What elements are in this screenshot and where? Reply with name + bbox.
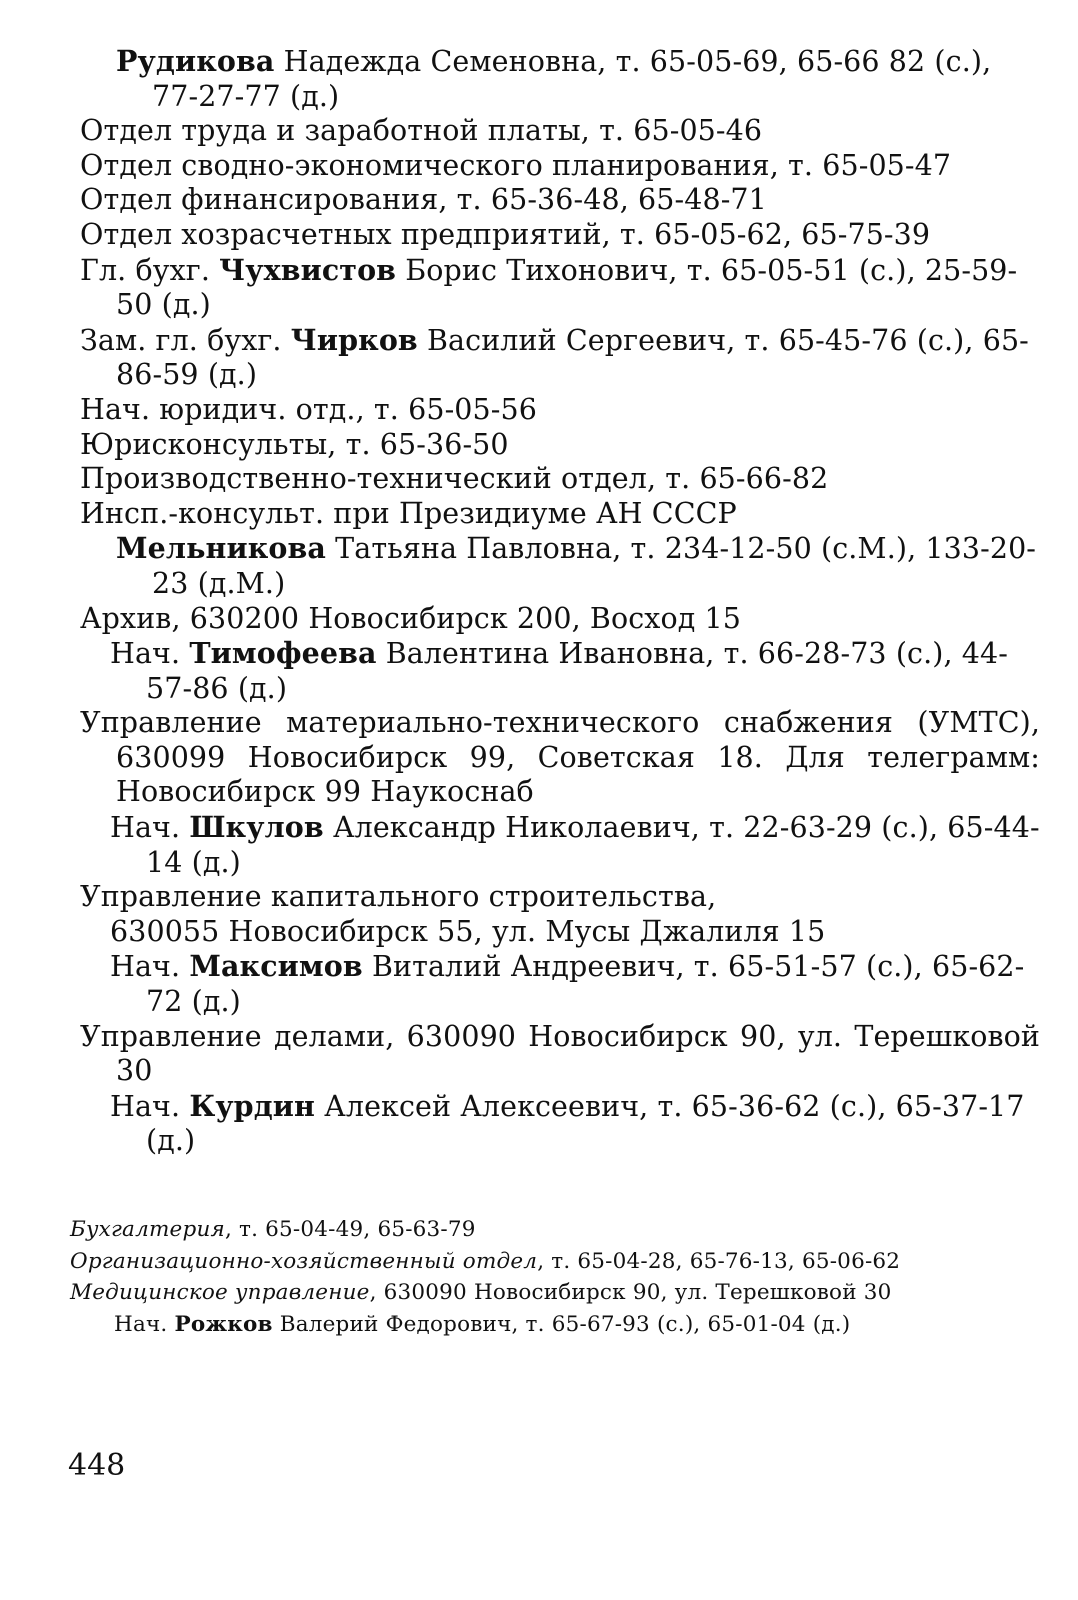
surname: Шкулов [189, 810, 324, 845]
entry-kurdin: Нач. Курдин Алексей Алексеевич, т. 65-36-62 (с.), 65-37-17 (д.) [110, 1088, 1025, 1158]
entry-selffin-dept: Отдел хозрасчетных предприятий, т. 65-05-62, 65-75-39 [80, 217, 931, 251]
main-listing [80, 44, 1040, 1159]
surname: Рожков [174, 1311, 273, 1337]
surname: Рудикова [116, 44, 275, 78]
entry-rudikova: Рудикова Надежда Семеновна, т. 65-05-69, 65-66 82 (с.), 77-27-77 (д.) [116, 44, 992, 113]
entry-tech-dept: Производственно-технический отдел, т. 65-66-82 [80, 462, 829, 496]
surname: Чирков [290, 322, 418, 357]
entry-melnikova: Мельникова Татьяна Павловна, т. 234-12-50 (с.М.), 133-20-23 (д.М.) [116, 531, 1037, 600]
surname: Максимов [189, 949, 363, 984]
entry-finance-dept: Отдел финансирования, т. 65-36-48, 65-48-71 [80, 183, 767, 217]
entry-labor-dept: Отдел труда и заработной платы, т. 65-05-46 [80, 114, 763, 148]
entry-medical: Медицинское управление, 630090 Новосибирск 90, ул. Терешковой 30 [70, 1280, 892, 1305]
entry-capital-construction: Управление капитального строительства, [80, 880, 717, 914]
entry-deputy-accountant: Зам. гл. бухг. Чирков Василий Сергеевич, т. 65-45-76 (с.), 65-86-59 (д.) [80, 322, 1029, 392]
surname: Мельникова [116, 531, 326, 566]
entry-accounting: Бухгалтерия, т. 65-04-49, 65-63-79 [70, 1217, 476, 1242]
entry-inspector: Инсп.-консульт. при Президиуме АН СССР [80, 496, 737, 530]
entry-timofeeva: Нач. Тимофеева Валентина Ивановна, т. 66-28-73 (с.), 44-57-86 (д.) [110, 636, 1008, 705]
entry-legal-head: Нач. юридич. отд., т. 65-05-56 [80, 392, 537, 426]
entry-maksimov: Нач. Максимов Виталий Андреевич, т. 65-51-57 (с.), 65-62-72 (д.) [110, 949, 1025, 1019]
entry-chief-accountant: Гл. бухг. Чухвистов Борис Тихонович, т. 65-05-51 (с.), 25-59-50 (д.) [80, 252, 1018, 322]
entry-affairs: Управление делами, 630090 Новосибирск 90, ул. Терешковой 30 [80, 1019, 1040, 1088]
entry-planning-dept: Отдел сводно-экономического планирования, т. 65-05-47 [80, 148, 952, 182]
entry-lawyers: Юрисконсульты, т. 65-36-50 [80, 427, 509, 461]
surname: Курдин [189, 1088, 316, 1123]
surname: Чухвистов [219, 252, 397, 287]
page-number: 448 [68, 1448, 126, 1483]
entry-shkulov: Нач. Шкулов Александр Николаевич, т. 22-63-29 (с.), 65-44-14 (д.) [110, 810, 1040, 879]
entry-org-dept: Организационно-хозяйственный отдел, т. 65-04-28, 65-76-13, 65-06-62 [70, 1248, 901, 1274]
sub-listing [70, 1214, 1030, 1340]
entry-umts: Управление материально-технического снабжения (УМТС), 630099 Новосибирск 99, Советская 18. Для телеграмм: Новосибирск 99 Наукоснаб [80, 706, 1040, 809]
entry-archive: Архив, 630200 Новосибирск 200, Восход 15 [80, 601, 742, 635]
entry-capital-address: 630055 Новосибирск 55, ул. Мусы Джалиля 15 [110, 914, 826, 948]
surname: Тимофеева [189, 636, 377, 671]
entry-rozhkov: Нач. Рожков Валерий Федорович, т. 65-67-93 (с.), 65-01-04 (д.) [114, 1311, 851, 1337]
